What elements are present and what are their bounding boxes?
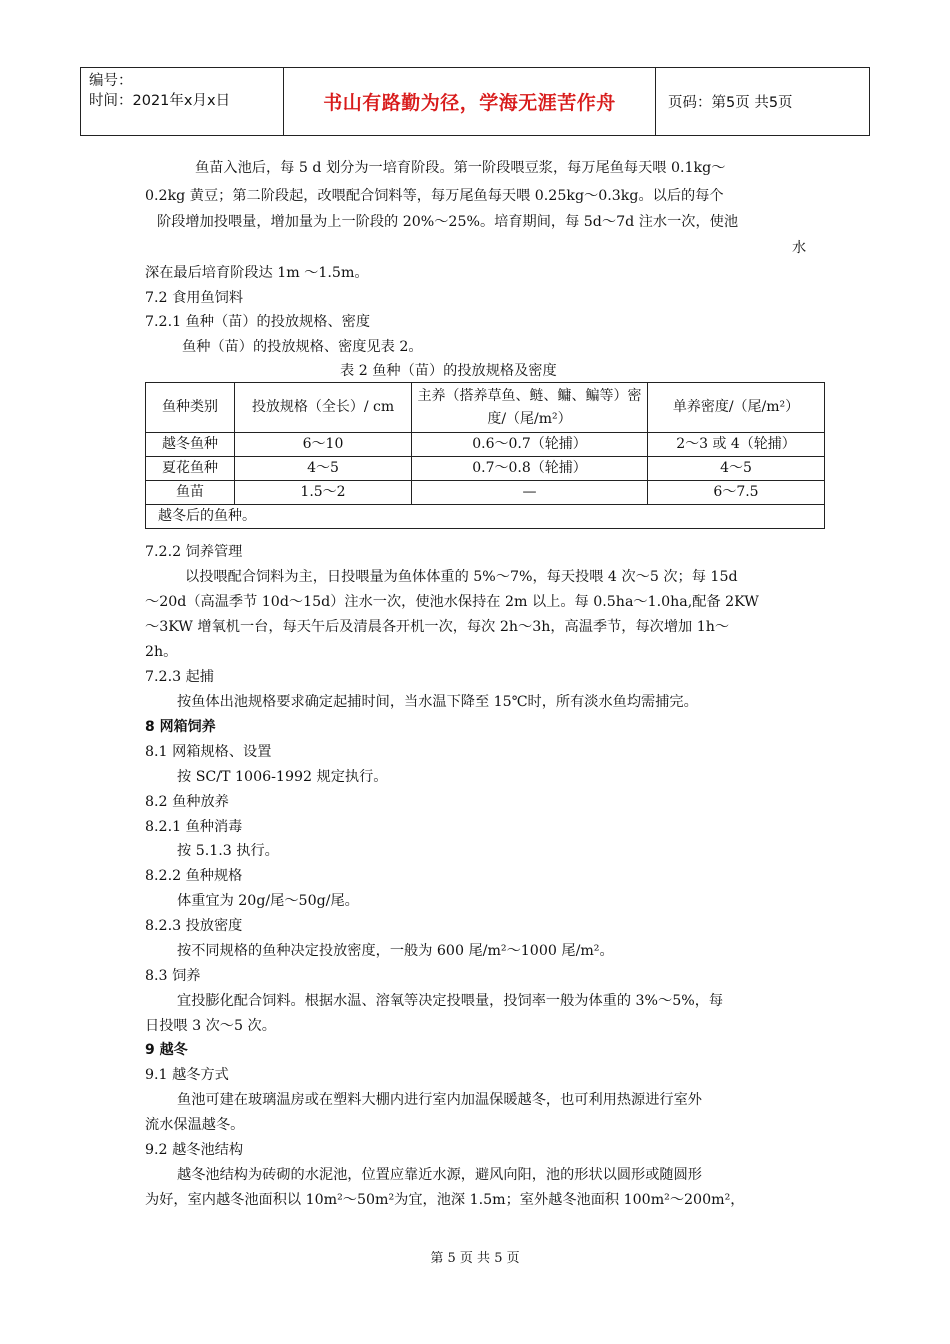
section-heading: 8.3 饲养: [145, 968, 201, 984]
table-cell: 越冬鱼种: [146, 433, 235, 457]
section-heading: 8.2.3 投放密度: [145, 918, 243, 934]
paragraph-line: 按 SC/T 1006-1992 规定执行。: [177, 769, 388, 785]
table-header-row: [146, 383, 825, 433]
table-cell: 6～10: [235, 433, 412, 457]
number-label: 编号：: [89, 73, 133, 89]
header-page-label: 页码：第5页 共5页: [668, 95, 793, 111]
paragraph-line: ～3KW 增氧机一台，每天午后及清晨各开机一次，每次 2h～3h，高温季节，每次增加 1h～: [145, 619, 730, 635]
paragraph-line: 日投喂 3 次～5 次。: [145, 1018, 276, 1034]
table-header-cell: 鱼种类别: [146, 383, 235, 433]
paragraph-line: 鱼苗入池后，每 5 d 划分为一培育阶段。第一阶段喂豆浆，每万尾鱼每天喂 0.1kg～: [195, 160, 726, 176]
page-footer: 第 5 页 共 5 页: [430, 1251, 520, 1266]
table-caption: 表 2 鱼种（苗）的投放规格及密度: [340, 363, 557, 379]
page-header: [80, 67, 870, 136]
paragraph-line: 0.2kg 黄豆；第二阶段起，改喂配合饲料等，每万尾鱼每天喂 0.25kg～0.3kg。以后的每个: [145, 188, 724, 204]
table-cell: 鱼苗: [146, 481, 235, 505]
paragraph-line: 以投喂配合饲料为主，日投喂量为鱼体体重的 5%～7%，每天投喂 4 次～5 次；每 15d: [185, 569, 738, 585]
time-label: 时间：2021年x月x日: [89, 93, 231, 109]
chapter-heading: 8 网箱饲养: [145, 719, 216, 735]
section-heading: 7.2.1 鱼种（苗）的投放规格、密度: [145, 314, 371, 330]
paragraph-line: 为好，室内越冬池面积以 10m²～50m²为宜，池深 1.5m；室外越冬池面积 100m²～200m²，: [145, 1192, 745, 1208]
table-cell: 2～3 或 4（轮捕）: [648, 433, 825, 457]
stocking-density-table: [145, 382, 825, 529]
table-header-cell: 投放规格（全长）/ cm: [235, 383, 412, 433]
paragraph-line: ～20d（高温季节 10d～15d）注水一次，使池水保持在 2m 以上。每 0.5ha～1.0ha,配备 2KW: [145, 594, 759, 610]
paragraph-line: 流水保温越冬。: [145, 1117, 245, 1133]
section-heading: 9.1 越冬方式: [145, 1067, 229, 1083]
header-meta: [81, 68, 284, 135]
table-cell: 0.6～0.7（轮捕）: [412, 433, 648, 457]
section-heading: 8.1 网箱规格、设置: [145, 744, 272, 760]
table-cell: 4～5: [648, 457, 825, 481]
section-heading: 8.2.2 鱼种规格: [145, 868, 243, 884]
paragraph-line: 深在最后培育阶段达 1m ～1.5m。: [145, 265, 369, 281]
paragraph-line: 鱼种（苗）的投放规格、密度见表 2。: [182, 339, 423, 355]
table-header-cell: 单养密度/（尾/m²）: [648, 383, 825, 433]
section-heading: 8.2 鱼种放养: [145, 794, 229, 810]
table-header-cell: 主养（搭养草鱼、鲢、鳙、鳊等）密度/（尾/m²）: [412, 383, 648, 433]
table-cell: 4～5: [235, 457, 412, 481]
section-heading: 7.2.2 饲养管理: [145, 544, 243, 560]
table-row: [146, 433, 825, 457]
paragraph-line: 阶段增加投喂量，增加量为上一阶段的 20%～25%。培育期间，每 5d～7d 注水一次，使池: [157, 214, 739, 230]
paragraph-line: 按 5.1.3 执行。: [177, 843, 279, 859]
table-cell: 0.7～0.8（轮捕）: [412, 457, 648, 481]
paragraph-line: 宜投膨化配合饲料。根据水温、溶氧等决定投喂量，投饲率一般为体重的 3%～5%，每: [177, 993, 724, 1009]
paragraph-line: 体重宜为 20g/尾～50g/尾。: [177, 893, 359, 909]
paragraph-line: 2h。: [145, 644, 178, 660]
table-cell: 1.5～2: [235, 481, 412, 505]
header-motto: 书山有路勤为径，学海无涯苦作舟: [284, 68, 656, 135]
section-heading: 7.2.3 起捕: [145, 669, 214, 685]
table-note-row: [146, 505, 825, 529]
table-note: 越冬后的鱼种。: [146, 505, 825, 529]
paragraph-line: 按鱼体出池规格要求确定起捕时间，当水温下降至 15℃时，所有淡水鱼均需捕完。: [177, 694, 698, 710]
paragraph-line: 鱼池可建在玻璃温房或在塑料大棚内进行室内加温保暖越冬，也可利用热源进行室外: [177, 1092, 702, 1108]
paragraph-line: 按不同规格的鱼种决定投放密度，一般为 600 尾/m²～1000 尾/m²。: [177, 943, 614, 959]
chapter-heading: 9 越冬: [145, 1042, 188, 1058]
table-cell: —: [412, 481, 648, 505]
section-heading: 8.2.1 鱼种消毒: [145, 819, 243, 835]
table-cell: 夏花鱼种: [146, 457, 235, 481]
section-heading: 9.2 越冬池结构: [145, 1142, 244, 1158]
section-heading: 7.2 食用鱼饲料: [145, 290, 244, 306]
paragraph-line: 越冬池结构为砖砌的水泥池，位置应靠近水源，避风向阳，池的形状以圆形或随圆形: [177, 1167, 702, 1183]
table-cell: 6～7.5: [648, 481, 825, 505]
table-row: [146, 481, 825, 505]
table-row: [146, 457, 825, 481]
paragraph-line: 水: [792, 240, 807, 256]
